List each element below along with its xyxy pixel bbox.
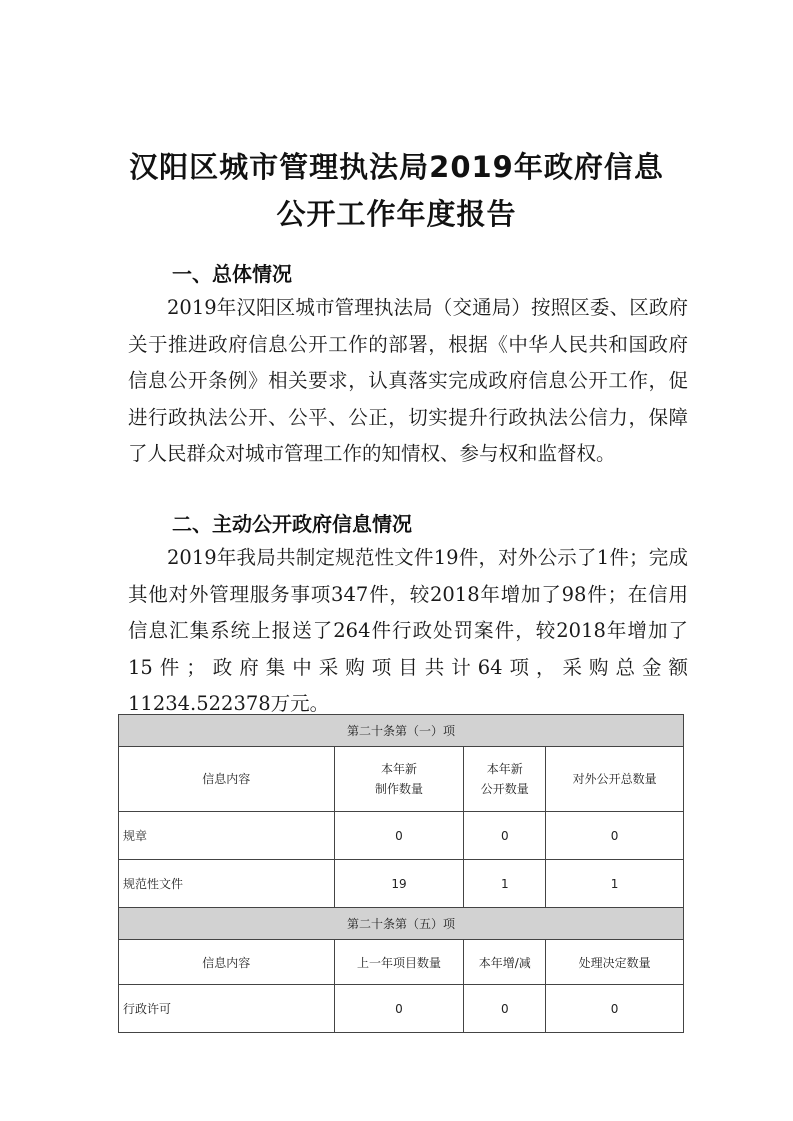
header-year-change: 本年增/减 <box>464 940 546 985</box>
cell-value: 0 <box>334 985 464 1033</box>
header-new-made-count-text: 本年新 制作数量 <box>374 762 423 796</box>
cell-value: 19 <box>334 860 464 908</box>
section2-paragraph: 2019年我局共制定规范性文件19件，对外公示了1件；完成其他对外管理服务事项347件，较2018年增加了98件；在信用信息汇集系统上报送了264件行政处罚案件，较2018年增加了15件；政府集中采购项目共计64项，采购总金额11234.522378万元。 <box>128 546 688 715</box>
header-prev-year-count: 上一年项目数量 <box>334 940 464 985</box>
table-row <box>119 860 684 908</box>
disclosure-table <box>118 714 684 1033</box>
cell-value: 0 <box>334 812 464 860</box>
section-a-title: 第二十条第（一）项 <box>119 715 684 747</box>
header-new-published-count-text: 本年新 公开数量 <box>480 762 529 796</box>
table-row <box>119 985 684 1033</box>
cell-value: 0 <box>464 812 546 860</box>
header-info-content: 信息内容 <box>119 747 335 812</box>
row-label-normative-document: 规范性文件 <box>119 860 335 908</box>
cell-value: 1 <box>546 860 684 908</box>
table-row <box>119 812 684 860</box>
section2-heading: 二、主动公开政府信息情况 <box>172 512 412 536</box>
section1-paragraph: 2019年汉阳区城市管理执法局（交通局）按照区委、区政府关于推进政府信息公开工作的部署，根据《中华人民共和国政府信息公开条例》相关要求，认真落实完成政府信息公开工作，促进行政执法公开、公平、公正，切实提升行政执法公信力，保障了人民群众对城市管理工作的知情权、参与权和监督权。 <box>128 296 688 465</box>
row-label-admin-permit: 行政许可 <box>119 985 335 1033</box>
header-decision-count: 处理决定数量 <box>546 940 684 985</box>
section1-heading: 一、总体情况 <box>172 262 292 286</box>
header-new-made-count <box>334 747 464 812</box>
cell-value: 1 <box>464 860 546 908</box>
header-total-published-count: 对外公开总数量 <box>546 747 684 812</box>
row-label-regulation: 规章 <box>119 812 335 860</box>
section-b-title: 第二十条第（五）项 <box>119 908 684 940</box>
cell-value: 0 <box>546 812 684 860</box>
report-title-line2: 公开工作年度报告 <box>276 197 517 231</box>
cell-value: 0 <box>546 985 684 1033</box>
cell-value: 0 <box>464 985 546 1033</box>
header-new-published-count <box>464 747 546 812</box>
report-title-line1: 汉阳区城市管理执法局2019年政府信息 <box>129 150 664 184</box>
header-info-content: 信息内容 <box>119 940 335 985</box>
